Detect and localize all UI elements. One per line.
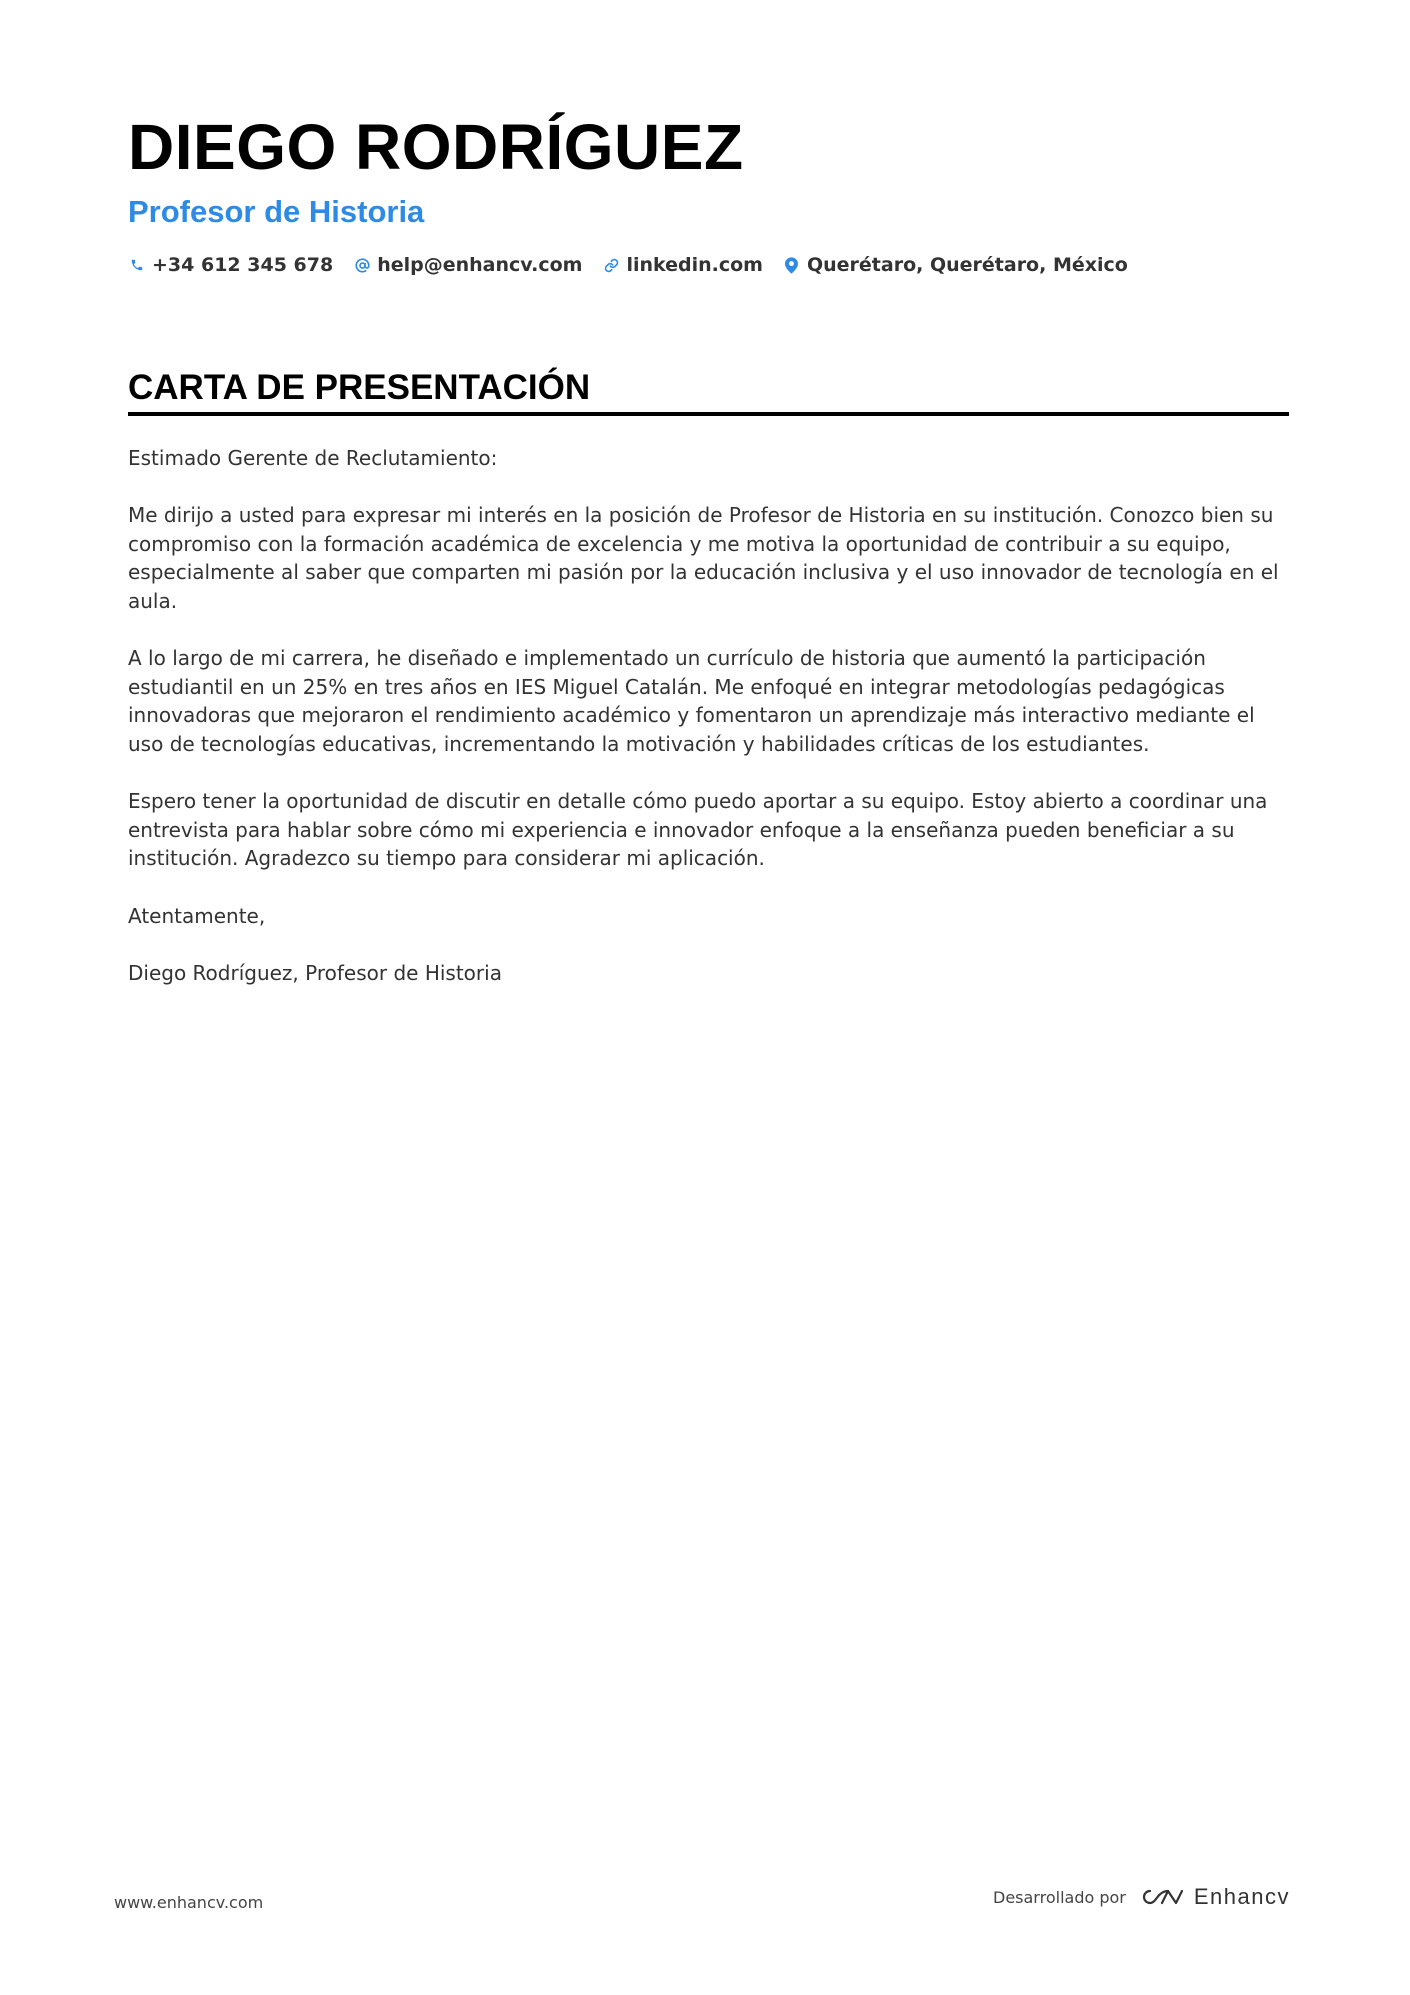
letter-signature: Diego Rodríguez, Profesor de Historia (128, 960, 502, 985)
footer-website[interactable]: www.enhancv.com (114, 1893, 264, 1912)
map-pin-icon (783, 256, 801, 274)
contact-location (783, 254, 1128, 276)
candidate-role: Profesor de Historia (128, 194, 425, 229)
phone-text: +34 612 345 678 (152, 254, 334, 276)
contact-phone (128, 254, 333, 276)
section-title: CARTA DE PRESENTACIÓN (128, 366, 1289, 416)
email-text[interactable]: help@enhancv.com (377, 254, 583, 276)
contact-bar (128, 254, 1288, 276)
letter-paragraph-1: Me dirijo a usted para expresar mi interés en la posición de Profesor de Historia en su institución. Conozco bien su compromiso con la formación académica de excelencia y me motiva la oportunidad de contribuir a su equipo, especialmente al saber que comparten mi pasión por la educación inclusiva y el uso innovador de tecnología en el aula. (128, 503, 1279, 613)
letter-paragraph-3: Espero tener la oportunidad de discutir en detalle cómo puedo aportar a su equipo. Estoy abierto a coordinar una entrevista para hablar sobre cómo mi experiencia e innovador enfoque a la enseñanza pueden beneficiar a su institución. Agradezco su tiempo para considerar mi aplicación. (128, 789, 1268, 871)
enhancv-logo-icon (1138, 1885, 1184, 1909)
letter-body (128, 444, 1289, 987)
brand-name: Enhancv (1193, 1884, 1290, 1909)
resume-header (128, 108, 1288, 276)
phone-icon (128, 256, 146, 274)
contact-website[interactable] (602, 254, 763, 276)
cover-letter-section (128, 366, 1289, 1016)
letter-paragraph-2: A lo largo de mi carrera, he diseñado e implementado un currículo de historia que aumentó la participación estudiantil en un 25% en tres años en IES Miguel Catalán. Me enfoqué en integrar metodologías pedagógicas innovadoras que mejoraron el rendimiento académico y fomentaron un aprendizaje más interactivo mediante el uso de tecnologías educativas, incrementando la motivación y habilidades críticas de los estudiantes. (128, 646, 1255, 756)
footer-branding[interactable] (993, 1884, 1290, 1910)
letter-greeting: Estimado Gerente de Reclutamiento: (128, 446, 498, 470)
contact-email[interactable] (353, 254, 582, 276)
at-icon (353, 256, 371, 274)
letter-closing: Atentamente, (128, 903, 266, 928)
link-icon (602, 256, 620, 274)
website-text[interactable]: linkedin.com (626, 254, 763, 276)
powered-by-label: Desarrollado por (993, 1887, 1126, 1907)
candidate-name: DIEGO RODRÍGUEZ (128, 111, 744, 183)
location-text: Querétaro, Querétaro, México (806, 254, 1128, 276)
